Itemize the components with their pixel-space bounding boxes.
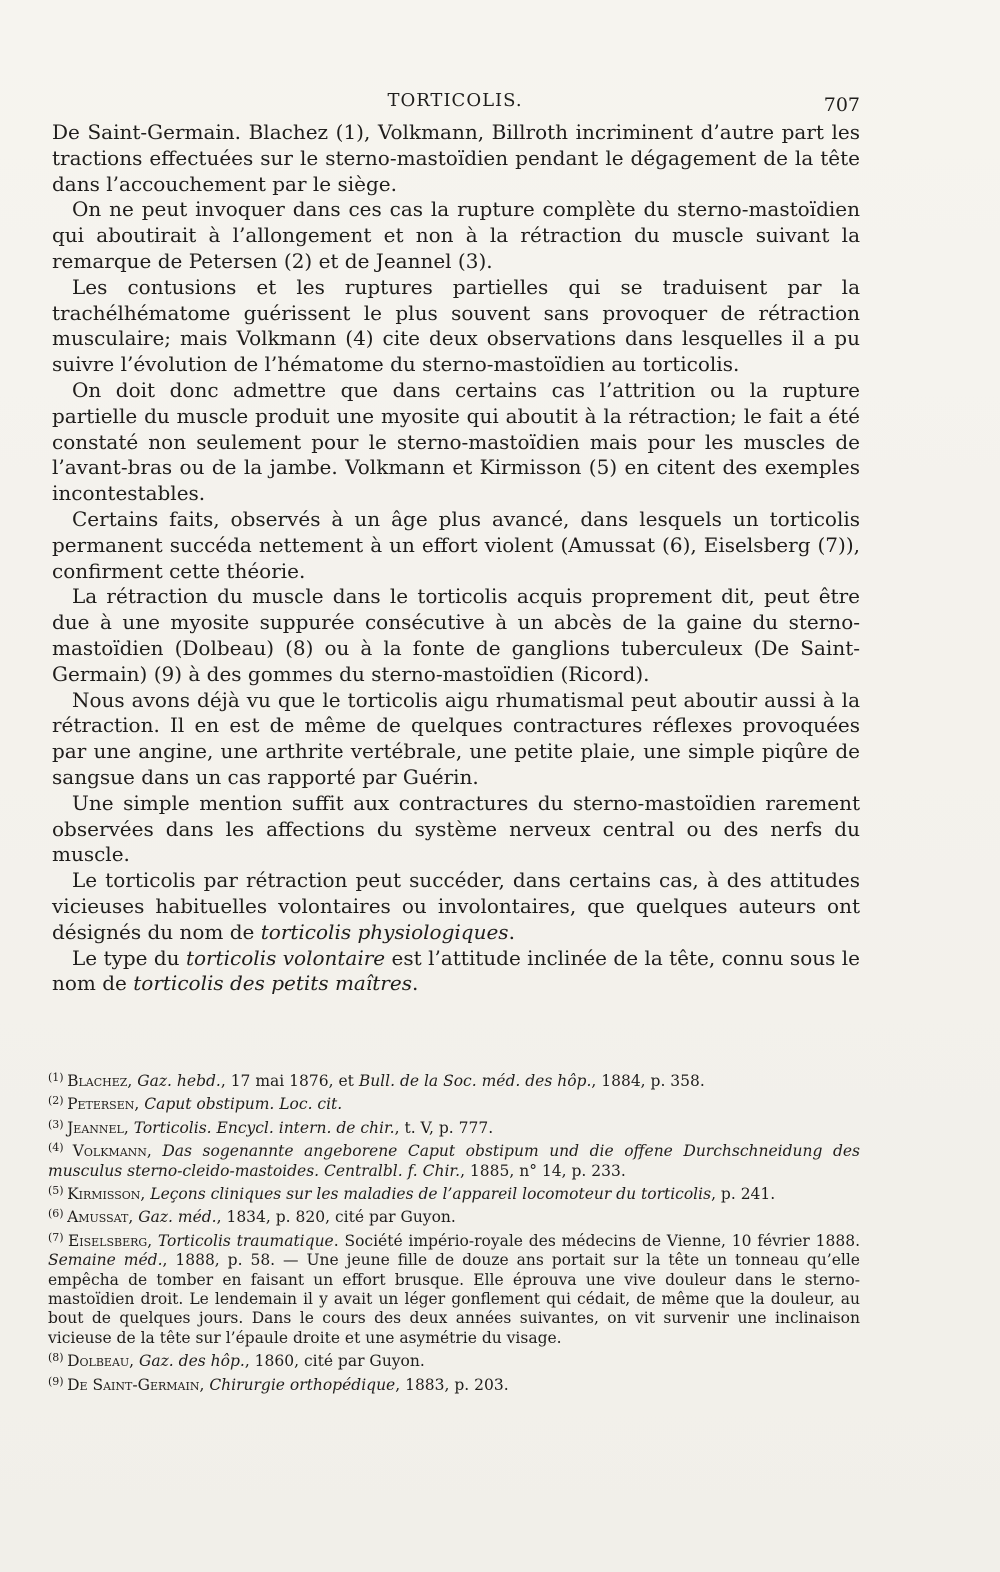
footnote-text: , xyxy=(140,1185,151,1204)
footnote xyxy=(48,1115,860,1138)
footnote xyxy=(48,1348,860,1371)
footnote-title: Gaz. hebd. xyxy=(137,1072,221,1090)
running-title: TORTICOLIS. xyxy=(387,90,523,111)
footnote-author: De Saint-Germain xyxy=(67,1375,200,1394)
paragraph: Nous avons déjà vu que le torticolis aigu rhumatismal peut aboutir aussi à la rétraction. Il en est de même de quelques contractures réflexes provoquées par une angine, une arthrite vertébrale, une petite plaie, une simple piqûre de sangsue dans un cas rapporté par Guérin. xyxy=(52,687,860,789)
footnote-title: Gaz. méd. xyxy=(138,1208,217,1227)
footnote xyxy=(48,1068,860,1091)
footnote xyxy=(48,1372,860,1395)
paragraph xyxy=(52,946,860,998)
footnote-number: (6) xyxy=(48,1207,68,1221)
footnotes xyxy=(48,1068,860,1395)
footnote-text: , xyxy=(147,1231,158,1250)
footnote-title: Caput obstipum. Loc. cit. xyxy=(144,1095,343,1114)
footnote-title: Das sogenannte angeborene Caput obstipum und die offene Durchschneidung des musculus sterno-cleido-mastoides. Centralbl. f. Chir. xyxy=(48,1142,861,1180)
footnote-text: , 1860, cité par Guyon. xyxy=(244,1352,425,1371)
footnote-title: Leçons cliniques sur les maladies de l’appareil locomoteur du torticolis xyxy=(150,1185,712,1204)
footnote-number: (1) xyxy=(48,1071,68,1084)
footnote-author: Petersen xyxy=(67,1095,135,1114)
paragraph: Les contusions et les ruptures partielles qui se traduisent par la trachélhématome guérissent le plus souvent sans provoquer de rétraction musculaire; mais Volkmann (4) cite deux observations dans lesquelles il a pu suivre l’évolution de l’hématome du sterno-mastoïdien au torticolis. xyxy=(52,274,860,377)
paragraph-text: est l’attitude inclinée de la tête, connu sous le nom de xyxy=(52,945,861,996)
footnote-title: Gaz. des hôp. xyxy=(139,1352,245,1371)
page-number: 707 xyxy=(823,94,860,116)
paragraph-text: . xyxy=(411,971,419,996)
footnote-text: , 1883, p. 203. xyxy=(395,1375,509,1394)
footnote-number: (9) xyxy=(48,1374,68,1388)
italic-term: torticolis volontaire xyxy=(185,945,386,970)
paragraph: La rétraction du muscle dans le torticolis acquis proprement dit, peut être due à une myosite suppurée consécutive à un abcès de la gaine du sterno-mastoïdien (Dolbeau) (8) ou à la fonte de ganglions tuberculeux (De Saint-Germain) (9) à des gommes du sterno-mastoïdien (Ricord). xyxy=(52,584,860,686)
footnote-author: Eiselsberg xyxy=(67,1231,148,1250)
footnote-text: , xyxy=(127,1072,138,1090)
footnote-text: . Société império-royale des médecins de Vienne, 10 février 1888. xyxy=(333,1231,861,1250)
footnote-text: , p. 241. xyxy=(711,1185,776,1204)
italic-term: torticolis des petits maîtres xyxy=(133,971,412,996)
footnote-text: , 1885, n° 14, p. 233. xyxy=(460,1161,626,1180)
footnote-text: , xyxy=(199,1375,210,1394)
main-text xyxy=(52,120,860,997)
paragraph: On ne peut invoquer dans ces cas la rupture complète du sterno-mastoïdien qui aboutirait à l’allongement et non à la rétraction du muscle suivant la remarque de Petersen (2) et de Jeannel (3). xyxy=(52,197,860,273)
footnote-author: Kirmisson xyxy=(67,1185,141,1204)
footnote xyxy=(48,1138,860,1181)
italic-term: torticolis physiologiques xyxy=(260,919,509,944)
footnote-text: , xyxy=(123,1118,134,1137)
paragraph: De Saint-Germain. Blachez (1), Volkmann, Billroth incriminent d’autre part les tractions effectuées sur le sterno-mastoïdien pendant le dégagement de la tête dans l’accouchement par le siège. xyxy=(52,120,860,196)
footnote-text: , 1888, p. 58. — Une jeune fille de douze ans portait sur la tête un tonneau qu’elle empêcha de tomber en faisant un effort brusque. Elle éprouva une vive douleur dans le sterno-mastoïdien droit. Le lendemain il y avait un léger gonflement qui cédait, de même que la douleur, au bout de quelques jours. Dans le cours des deux années suivantes, on vit survenir une inclinaison vicieuse de la tête sur l’épaule droite et une asymétrie du visage. xyxy=(48,1251,860,1347)
footnote xyxy=(48,1091,860,1114)
footnote-text: , 1884, p. 358. xyxy=(591,1072,705,1090)
paragraph xyxy=(52,868,860,945)
footnote-text: , 1834, p. 820, cité par Guyon. xyxy=(216,1208,456,1227)
footnote xyxy=(48,1181,860,1204)
footnote-text: , 17 mai 1876, et xyxy=(220,1072,359,1090)
footnote-number: (3) xyxy=(48,1117,68,1131)
footnote xyxy=(48,1228,860,1348)
footnote-number: (8) xyxy=(48,1351,68,1365)
footnote-author: Dolbeau xyxy=(67,1352,130,1371)
footnote-text: , xyxy=(134,1095,145,1114)
paragraph: Une simple mention suffit aux contractures du sterno-mastoïdien rarement observées dans les affections du système nerveux central ou des nerfs du muscle. xyxy=(52,790,860,867)
paragraph-text: Le torticolis par rétraction peut succéder, dans certains cas, à des attitudes vicieuses habituelles volontaires ou involontaires, que quelques auteurs ont désignés du nom de xyxy=(52,868,860,944)
paragraph-text: Le type du xyxy=(72,945,186,970)
footnote-title: Semaine méd. xyxy=(48,1251,163,1270)
footnote xyxy=(48,1204,860,1227)
paragraph: Certains faits, observés à un âge plus avancé, dans lesquels un torticolis permanent succéda nettement à un effort violent (Amussat (6), Eiselsberg (7)), confirment cette théorie. xyxy=(52,506,860,583)
footnote-number: (7) xyxy=(48,1230,68,1244)
footnote-number: (2) xyxy=(48,1094,68,1108)
footnote-author: Blachez xyxy=(67,1072,128,1090)
footnote-text: , t. V, p. 777. xyxy=(394,1118,494,1137)
footnote-author: Volkmann xyxy=(72,1142,147,1161)
paragraph-text: . xyxy=(508,919,515,944)
footnote-number: (4) xyxy=(48,1141,73,1155)
footnote-number: (5) xyxy=(48,1184,68,1198)
footnote-author: Jeannel xyxy=(67,1118,124,1137)
footnote-title: Chirurgie orthopédique xyxy=(209,1375,396,1394)
footnote-text: , xyxy=(129,1352,140,1371)
footnote-title: Bull. de la Soc. méd. des hôp. xyxy=(358,1072,592,1090)
footnote-title: Torticolis. Encycl. intern. de chir. xyxy=(133,1118,395,1137)
footnote-text: , xyxy=(128,1208,139,1227)
footnote-title: Torticolis traumatique xyxy=(157,1231,334,1250)
page-header xyxy=(50,90,860,118)
footnote-author: Amussat xyxy=(67,1208,129,1227)
footnote-text: , xyxy=(146,1142,163,1161)
paragraph: On doit donc admettre que dans certains cas l’attrition ou la rupture partielle du muscle produit une myosite qui aboutit à la rétraction; le fait a été constaté non seulement pour le sterno-mastoïdien mais pour les muscles de l’avant-bras ou de la jambe. Volkmann et Kirmisson (5) en citent des exemples incontestables. xyxy=(52,377,860,506)
